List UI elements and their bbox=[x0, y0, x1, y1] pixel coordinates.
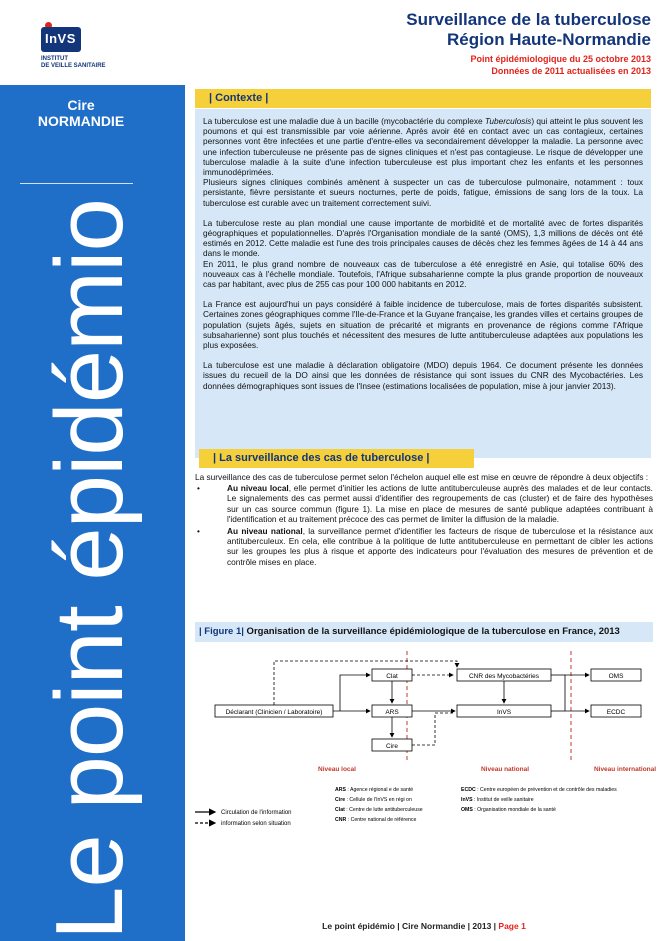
legend-item: InVS : Institut de veille sanitaire bbox=[461, 797, 534, 803]
context-heading: | Contexte | bbox=[195, 89, 651, 108]
legend-abbreviations-left bbox=[335, 787, 423, 823]
page-title-line2: Région Haute-Normandie bbox=[446, 30, 651, 49]
context-paragraph-1: La tuberculose est une maladie due à un bacille (mycobactérie du complexe Tuberculosis) qui atteint le plus souvent les poumons et qui est transmissible par voie aérienne. Après avoir été en contact avec un cas contagieux, certaines personnes vont être infectées et une partie d'entre-elles va secondairement développer la maladie. La personne avec une infection tuberculeuse ne présente pas de signes cliniques et n'est pas contagieuse. Le risque de développer une tuberculose maladie à la suite d'une infection tuberculeuse est plus important chez les enfants et les personnes immunodéprimées. bbox=[203, 116, 643, 178]
node-cnr-label: CNR des Mycobactéries bbox=[468, 673, 540, 680]
legend-item: Clat : Centre de lutte antituberculeuse bbox=[335, 807, 423, 813]
legend-item: CNR : Centre national de référence bbox=[335, 817, 417, 823]
logo-caption: INSTITUT DE VEILLE SANITAIRE bbox=[41, 56, 106, 69]
left-band bbox=[0, 0, 185, 941]
legend-item: ECDC : Centre européen de prévention et de contrôle des maladies bbox=[461, 787, 617, 793]
dashed-arrow-cire-invs bbox=[412, 713, 453, 745]
arrow-invs-oms bbox=[565, 675, 589, 711]
surveillance-heading: | La surveillance des cas de tuberculose | bbox=[199, 449, 474, 468]
context-paragraph-2: La tuberculose reste au plan mondial une cause importante de morbidité et de mortalité avec de fortes disparités géographiques et populationnelles. D'après l'Organisation mondiale de la santé (OMS), 1,3 millions de décès ont été estimés en 2012. Cette maladie est l'une des trois principales causes de décès chez les femmes âgées de 14 à 44 ans dans le monde. bbox=[203, 217, 643, 259]
list-item: • Au niveau national, la surveillance permet d'identifier les facteurs de risque de tuberculose et la résistance aux antituberculeux. En cela, elle contribue à la politique de lutte antituberculeuse en permettant de cibler les actions sur les groupes les plus à risque et apporte des indicateurs pour l'évaluation des mesures de prévention et de contrôle mises en place. bbox=[197, 526, 653, 567]
legend-item: OMS : Organisation mondiale de la santé bbox=[461, 807, 556, 813]
node-ars-label: ARS bbox=[385, 709, 399, 716]
context-paragraph-1b: Plusieurs signes cliniques combinés amènent à suspecter un cas de tuberculose pulmonaire, notamment : toux persistante, fièvre persistante et sueurs nocturnes, perte de poids, fatigue, émissions de sang lors de la toux. La tuberculose est curable avec un traitement correctement suivi. bbox=[203, 177, 643, 208]
surveillance-diagram bbox=[195, 645, 661, 840]
cire-label: Cire NORMANDIE bbox=[37, 97, 125, 129]
node-invs-label: InVS bbox=[496, 709, 512, 716]
page-number: Page 1 bbox=[498, 921, 526, 931]
figure-heading: | Figure 1| Organisation de la surveillance épidémiologique de la tuberculose en France, 2013 bbox=[195, 622, 653, 642]
dashed-arrow-declarant-cnr bbox=[274, 661, 457, 705]
legend-dashed-label: information selon situation bbox=[221, 821, 291, 827]
logo-area bbox=[0, 0, 185, 85]
node-clat-label: Clat bbox=[386, 673, 398, 680]
context-paragraph-3: La France est aujourd'hui un pays considéré à faible incidence de tuberculose, mais de fortes disparités subsistent. Certaines zones géographiques comme l'Ile-de-France et la Guyane française, les grandes villes et certains groupes de population (sujets âgés, sujets en situation de précarité et migrants en provenance de régions comme l'Afrique subsaharienne) sont plus touchés et nécessitent des mesures de lutte antituberculeuse adaptées aux populations les plus exposées. bbox=[203, 299, 643, 351]
invs-logo: InVS bbox=[41, 27, 81, 52]
page-subtitle-date: Point épidémiologique du 25 octobre 2013 bbox=[470, 54, 651, 64]
level-international-label: Niveau international bbox=[593, 766, 657, 773]
legend-abbreviations-right bbox=[461, 787, 617, 813]
vertical-title: Le point épidémio bbox=[36, 199, 143, 940]
node-oms-label: OMS bbox=[608, 673, 624, 680]
context-box bbox=[195, 109, 651, 458]
page-subtitle-data: Données de 2011 actualisées en 2013 bbox=[491, 66, 651, 76]
legend-solid-label: Circulation de l'information bbox=[221, 810, 292, 816]
node-ecdc-label: ECDC bbox=[606, 709, 626, 716]
context-paragraph-2b: En 2011, le plus grand nombre de nouveaux cas de tuberculose a été enregistré en Asie, qui totalise 60% des nouveaux cas à l'échelle mondiale. Toutefois, l'Afrique subsaharienne compte la plus grande proportion de nouveaux cas par habitant, avec plus de 255 cas pour 100 000 habitants en 2012. bbox=[203, 258, 643, 290]
node-declarant-label: Déclarant (Clinicien / Laboratoire) bbox=[225, 709, 323, 716]
list-item: • Au niveau local, elle permet d'initier les actions de lutte antituberculeuse auprès des malades et de leur contacts. Le signalements des cas permet aussi d'identifier des regroupements de cas (cluster) et de faire des hypothèses sur un cas source commun (figure 1). La mise en place de mesures de santé publique adaptées contribuant à l'identification et au traitement précoce des cas permet de limiter la diffusion de la maladie. bbox=[197, 483, 653, 524]
context-paragraph-4: La tuberculose est une maladie à déclaration obligatoire (MDO) depuis 1964. Ce document présente les données issues du recueil de la DO ainsi que les données de résistance qui sont issues du CNR des Mycobactéries. Les données démographiques sont issues de l'Insee (estimations localisées de population, mise à jour janvier 2013). bbox=[203, 360, 643, 391]
arrow-declarant-clat bbox=[340, 675, 370, 711]
page-footer: Le point épidémio | Cire Normandie | 2013 | Page 1 bbox=[322, 921, 526, 931]
level-national-label: Niveau national bbox=[480, 766, 530, 773]
legend-item: Cire : Cellule de l'InVS en régi on bbox=[335, 797, 412, 803]
legend-item: ARS : Agence régional e de santé bbox=[335, 787, 414, 793]
surveillance-list bbox=[195, 483, 653, 567]
node-cire-label: Cire bbox=[386, 743, 398, 750]
surveillance-intro: La surveillance des cas de tuberculose permet selon l'échelon auquel elle est mise en œuvre de répondre à deux objectifs : bbox=[195, 472, 649, 482]
surveillance-section bbox=[195, 472, 653, 569]
page-title-line1: Surveillance de la tuberculose bbox=[406, 10, 651, 29]
level-local-label: Niveau local bbox=[318, 766, 356, 773]
